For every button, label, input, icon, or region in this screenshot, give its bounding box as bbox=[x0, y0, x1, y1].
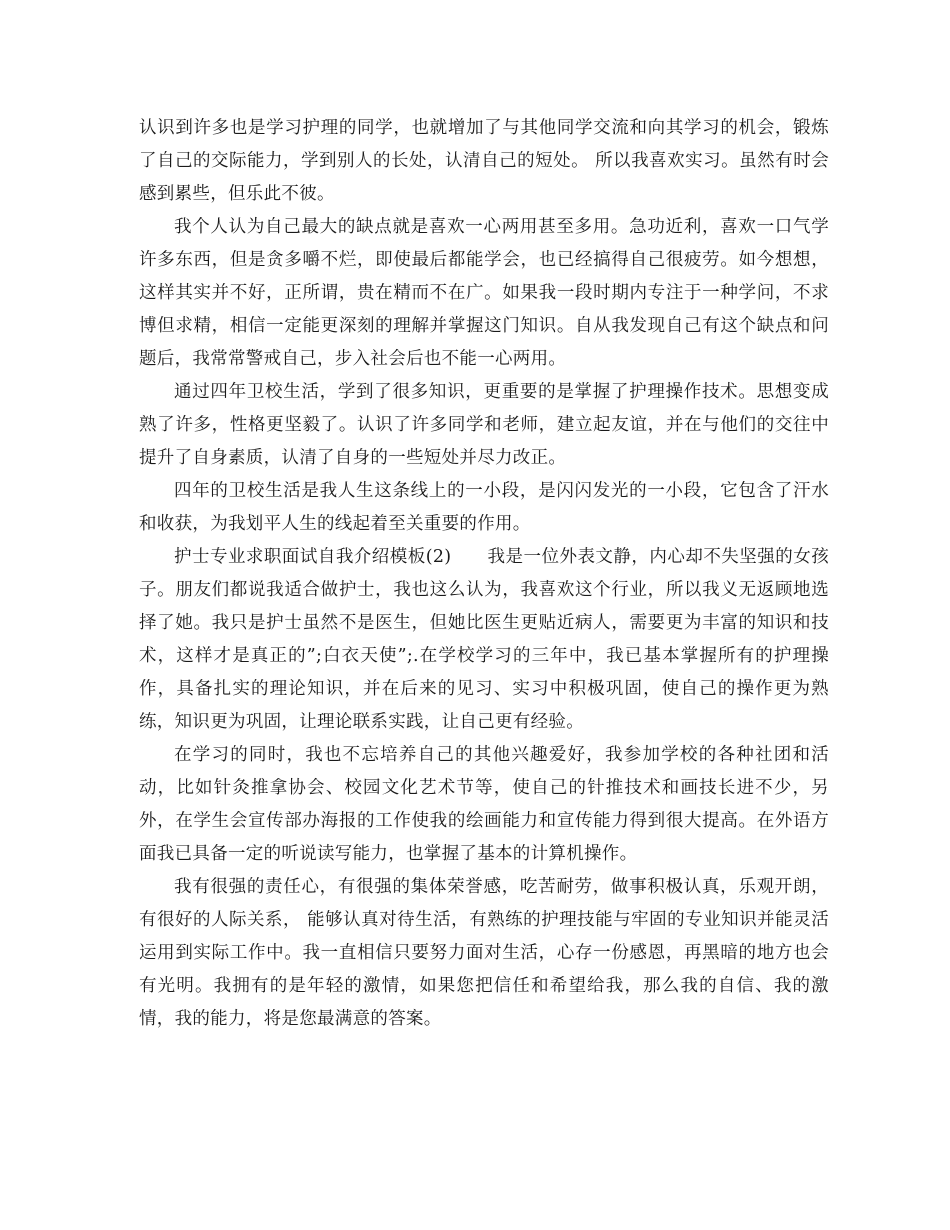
paragraph-life-line: 四年的卫校生活是我人生这条线上的一小段，是闪闪发光的一小段，它包含了汗水和收获，为我划平人生的线起着至关重要的作用。 bbox=[139, 481, 829, 534]
paragraph-shortcoming: 我个人认为自己最大的缺点就是喜欢一心两用甚至多用。急功近利，喜欢一口气学许多东西，但是贪多嚼不烂，即使最后都能学会，也已经搞得自己很疲劳。如今想想，这样其实并不好，正所谓，贵在精而不在广。如果我一段时期内专注于一种学问，不求博但求精，相信一定能更深刻的理解并掌握这门知识。自从我发现自己有这个缺点和问题后，我常常警戒自己，步入社会后也不能一心两用。 bbox=[139, 217, 829, 369]
paragraph-school-life: 通过四年卫校生活，学到了很多知识，更重要的是掌握了护理操作技术。思想变成熟了许多，性格更坚毅了。认识了许多同学和老师，建立起友谊，并在与他们的交往中提升了自身素质，认清了自身的一些短处并尽力改正。 bbox=[139, 382, 829, 468]
document-body bbox=[139, 112, 829, 1036]
paragraph-continuation: 认识到许多也是学习护理的同学，也就增加了与其他同学交流和向其学习的机会，锻炼了自己的交际能力，学到别人的长处，认清自己的短处。 所以我喜欢实习。虽然有时会感到累些，但乐此不彼。 bbox=[139, 118, 829, 204]
paragraph-character: 我有很强的责任心，有很强的集体荣誉感，吃苦耐劳，做事积极认真，乐观开朗，有很好的人际关系， 能够认真对待生活，有熟练的护理技能与牢固的专业知识并能灵活运用到实际工作中。我一直相信只要努力面对生活，心存一份感恩，再黑暗的地方也会有光明。我拥有的是年轻的激情，如果您把信任和希望给我，那么我的自信、我的激情，我的能力，将是您最满意的答案。 bbox=[139, 877, 829, 1029]
paragraph-template-2-intro: 护士专业求职面试自我介绍模板(2) 我是一位外表文静，内心却不失坚强的女孩子。朋友们都说我适合做护士，我也这么认为，我喜欢这个行业，所以我义无返顾地选择了她。我只是护士虽然不是医生，但她比医生更贴近病人，需要更为丰富的知识和技术，这样才是真正的”;白衣天使”;.在学校学习的三年中，我已基本掌握所有的护理操作，具备扎实的理论知识，并在后来的见习、实习中积极巩固，使自己的操作更为熟练，知识更为巩固，让理论联系实践，让自己更有经验。 bbox=[139, 547, 829, 732]
paragraph-hobbies: 在学习的同时，我也不忘培养自己的其他兴趣爱好，我参加学校的各种社团和活动，比如针灸推拿协会、校园文化艺术节等，使自己的针推技术和画技长进不少，另外，在学生会宣传部办海报的工作使我的绘画能力和宣传能力得到很大提高。在外语方面我已具备一定的听说读写能力，也掌握了基本的计算机操作。 bbox=[139, 745, 829, 864]
